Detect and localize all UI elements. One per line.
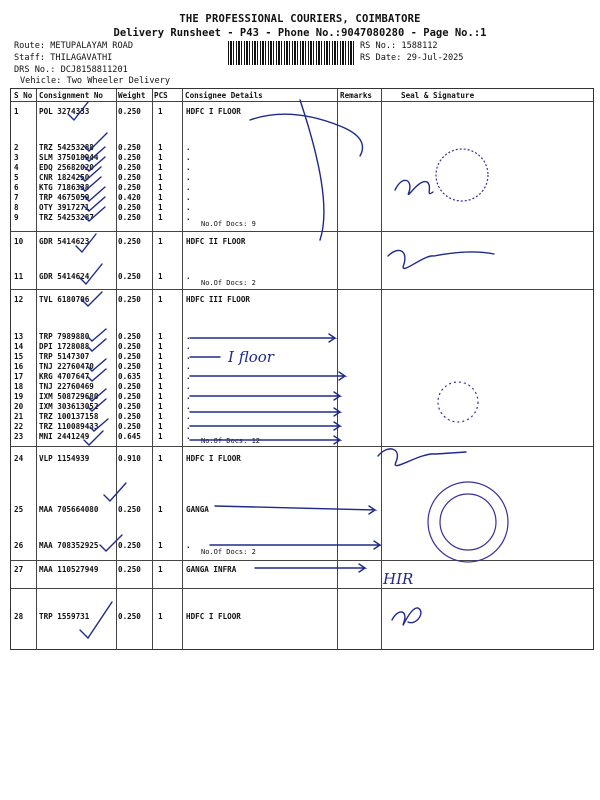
row-divider [11,289,593,290]
row-weight: 0.250 [118,163,141,172]
row-consignment: TRP 5147307 [39,352,90,361]
row-weight: 0.250 [118,422,141,431]
row-weight: 0.250 [118,153,141,162]
row-consignment: MNI 2441249 [39,432,90,441]
row-consignment: GDR 5414624 [39,272,90,281]
row-pcs: 1 [158,163,163,172]
row-sno: 19 [14,392,24,401]
row-consignment: MAA 110527949 [39,565,99,574]
row-weight: 0.250 [118,237,141,246]
doc-count: No.Of Docs: 12 [201,437,261,445]
row-pcs: 1 [158,153,163,162]
row-pcs: 1 [158,412,163,421]
row-pcs: 1 [158,432,163,441]
row-consignee: . [186,193,191,202]
row-consignee: . [186,332,191,341]
row-weight: 0.250 [118,352,141,361]
drs-number: DRS No.: DCJ8158811201 [14,65,128,75]
row-divider [11,446,593,447]
row-pcs: 1 [158,382,163,391]
row-consignment: IXM 508729680 [39,392,99,401]
row-consignee: . [186,183,191,192]
row-pcs: 1 [158,272,163,281]
row-sno: 24 [14,454,24,463]
vehicle-label: Vehicle: Two Wheeler Delivery [20,76,171,86]
row-consignee: . [186,213,191,222]
row-consignment: OTY 3917271 [39,203,90,212]
col-divider [152,89,153,649]
row-consignment: TVL 6180706 [39,295,90,304]
header-weight: Weight [118,91,146,100]
row-consignment: TRP 1559731 [39,612,90,621]
row-consignment: MAA 708352925 [39,541,99,550]
row-consignment: TNJ 22760469 [39,382,94,391]
row-weight: 0.910 [118,454,141,463]
row-sno: 12 [14,295,24,304]
row-consignment: VLP 1154939 [39,454,90,463]
row-sno: 18 [14,382,24,391]
row-consignee: . [186,342,191,351]
row-sno: 3 [14,153,19,162]
header-remarks: Remarks [340,91,373,100]
row-consignment: DPI 1728088 [39,342,90,351]
row-consignee: . [186,362,191,371]
row-sno: 9 [14,213,19,222]
row-pcs: 1 [158,295,163,304]
row-weight: 0.250 [118,612,141,621]
row-weight: 0.250 [118,342,141,351]
row-pcs: 1 [158,541,163,550]
row-divider [11,560,593,561]
row-sno: 7 [14,193,19,202]
runsheet-table [10,88,594,650]
row-weight: 0.635 [118,372,141,381]
row-pcs: 1 [158,213,163,222]
row-weight: 0.250 [118,362,141,371]
doc-count: No.Of Docs: 2 [201,548,256,556]
row-sno: 15 [14,352,24,361]
row-consignee: . [186,372,191,381]
row-divider [11,101,593,102]
row-sno: 20 [14,402,24,411]
row-consignee: . [186,163,191,172]
row-weight: 0.645 [118,432,141,441]
row-consignee: . [186,412,191,421]
row-pcs: 1 [158,565,163,574]
row-consignment: KRG 4707647 [39,372,90,381]
row-consignment: KTG 7186338 [39,183,90,192]
row-weight: 0.250 [118,332,141,341]
row-pcs: 1 [158,332,163,341]
row-consignment: EDQ 25682020 [39,163,94,172]
row-consignment: TRZ 54253288 [39,143,94,152]
row-consignee: . [186,203,191,212]
row-sno: 17 [14,372,24,381]
row-sno: 2 [14,143,19,152]
row-weight: 0.250 [118,183,141,192]
row-sno: 21 [14,412,24,421]
col-divider [116,89,117,649]
row-sno: 13 [14,332,24,341]
rs-date: RS Date: 29-Jul-2025 [360,53,464,63]
row-consignee: HDFC I FLOOR [186,107,241,116]
row-divider [11,588,593,589]
row-weight: 0.420 [118,193,141,202]
handwritten-i-floor: I floor [228,348,274,366]
row-weight: 0.250 [118,541,141,550]
row-consignee: . [186,432,191,441]
header-consignment: Consignment No [39,91,104,100]
row-pcs: 1 [158,402,163,411]
doc-count: No.Of Docs: 2 [201,279,256,287]
rs-number: RS No.: 1588112 [360,41,438,51]
row-weight: 0.250 [118,412,141,421]
row-consignee: . [186,143,191,152]
row-consignment: TNJ 22760470 [39,362,94,371]
row-pcs: 1 [158,173,163,182]
row-sno: 10 [14,237,24,246]
row-weight: 0.250 [118,203,141,212]
row-sno: 23 [14,432,24,441]
doc-count: No.Of Docs: 9 [201,220,256,228]
row-sno: 5 [14,173,19,182]
col-divider [337,89,338,649]
row-pcs: 1 [158,612,163,621]
header-seal: Seal & Signature [401,91,475,100]
row-weight: 0.250 [118,107,141,116]
company-title: THE PROFESSIONAL COURIERS, COIMBATORE [179,13,421,25]
row-consignment: TRP 7989880 [39,332,90,341]
row-consignee: . [186,422,191,431]
row-consignment: TRZ 54253287 [39,213,94,222]
row-pcs: 1 [158,183,163,192]
row-pcs: 1 [158,454,163,463]
row-pcs: 1 [158,392,163,401]
row-consignee: HDFC I FLOOR [186,612,241,621]
row-consignment: CNR 1824250 [39,173,90,182]
row-sno: 6 [14,183,19,192]
row-consignee: . [186,272,191,281]
row-sno: 25 [14,505,24,514]
row-weight: 0.250 [118,272,141,281]
staff-label: Staff: THILAGAVATHI [14,53,113,63]
row-weight: 0.250 [118,402,141,411]
row-consignee: HDFC III FLOOR [186,295,251,304]
row-consignee: . [186,392,191,401]
row-pcs: 1 [158,352,163,361]
row-consignee: . [186,173,191,182]
col-divider [36,89,37,649]
row-consignee: . [186,352,191,361]
row-sno: 11 [14,272,24,281]
row-consignee: . [186,402,191,411]
row-consignment: TRZ 100137158 [39,412,99,421]
row-consignee: GANGA INFRA [186,565,237,574]
row-consignment: IXM 303613052 [39,402,99,411]
row-sno: 16 [14,362,24,371]
row-weight: 0.250 [118,565,141,574]
col-divider [182,89,183,649]
row-consignment: GDR 5414623 [39,237,90,246]
header-pcs: PCS [154,91,168,100]
barcode-image [228,41,356,65]
row-sno: 8 [14,203,19,212]
row-pcs: 1 [158,237,163,246]
row-consignment: TRZ 110089433 [39,422,99,431]
row-weight: 0.250 [118,143,141,152]
row-pcs: 1 [158,143,163,152]
row-sno: 22 [14,422,24,431]
row-sno: 1 [14,107,19,116]
row-sno: 4 [14,163,19,172]
row-pcs: 1 [158,203,163,212]
row-consignment: POL 3274333 [39,107,90,116]
row-weight: 0.250 [118,173,141,182]
row-weight: 0.250 [118,505,141,514]
route-label: Route: METUPALAYAM ROAD [14,41,133,51]
runsheet-subtitle: Delivery Runsheet - P43 - Phone No.:9047080280 - Page No.:1 [113,27,487,39]
row-weight: 0.250 [118,295,141,304]
row-consignee: . [186,382,191,391]
row-weight: 0.250 [118,382,141,391]
row-pcs: 1 [158,362,163,371]
row-consignee: . [186,153,191,162]
header-consignee: Consignee Details [185,91,263,100]
header-sno: S No [14,91,33,100]
row-sno: 28 [14,612,24,621]
col-divider [381,89,382,649]
row-pcs: 1 [158,342,163,351]
row-sno: 14 [14,342,24,351]
row-sno: 26 [14,541,24,550]
row-divider [11,231,593,232]
row-weight: 0.250 [118,392,141,401]
row-consignment: MAA 705664080 [39,505,99,514]
row-weight: 0.250 [118,213,141,222]
row-consignee: . [186,541,191,550]
row-pcs: 1 [158,505,163,514]
row-consignee: GANGA [186,505,209,514]
row-consignment: TRP 4675059 [39,193,90,202]
row-consignment: SLM 375018944 [39,153,99,162]
row-consignee: HDFC II FLOOR [186,237,246,246]
row-pcs: 1 [158,372,163,381]
row-consignee: HDFC I FLOOR [186,454,241,463]
row-pcs: 1 [158,107,163,116]
row-sno: 27 [14,565,24,574]
row-pcs: 1 [158,422,163,431]
handwritten-hir: HIR [383,570,414,588]
row-pcs: 1 [158,193,163,202]
